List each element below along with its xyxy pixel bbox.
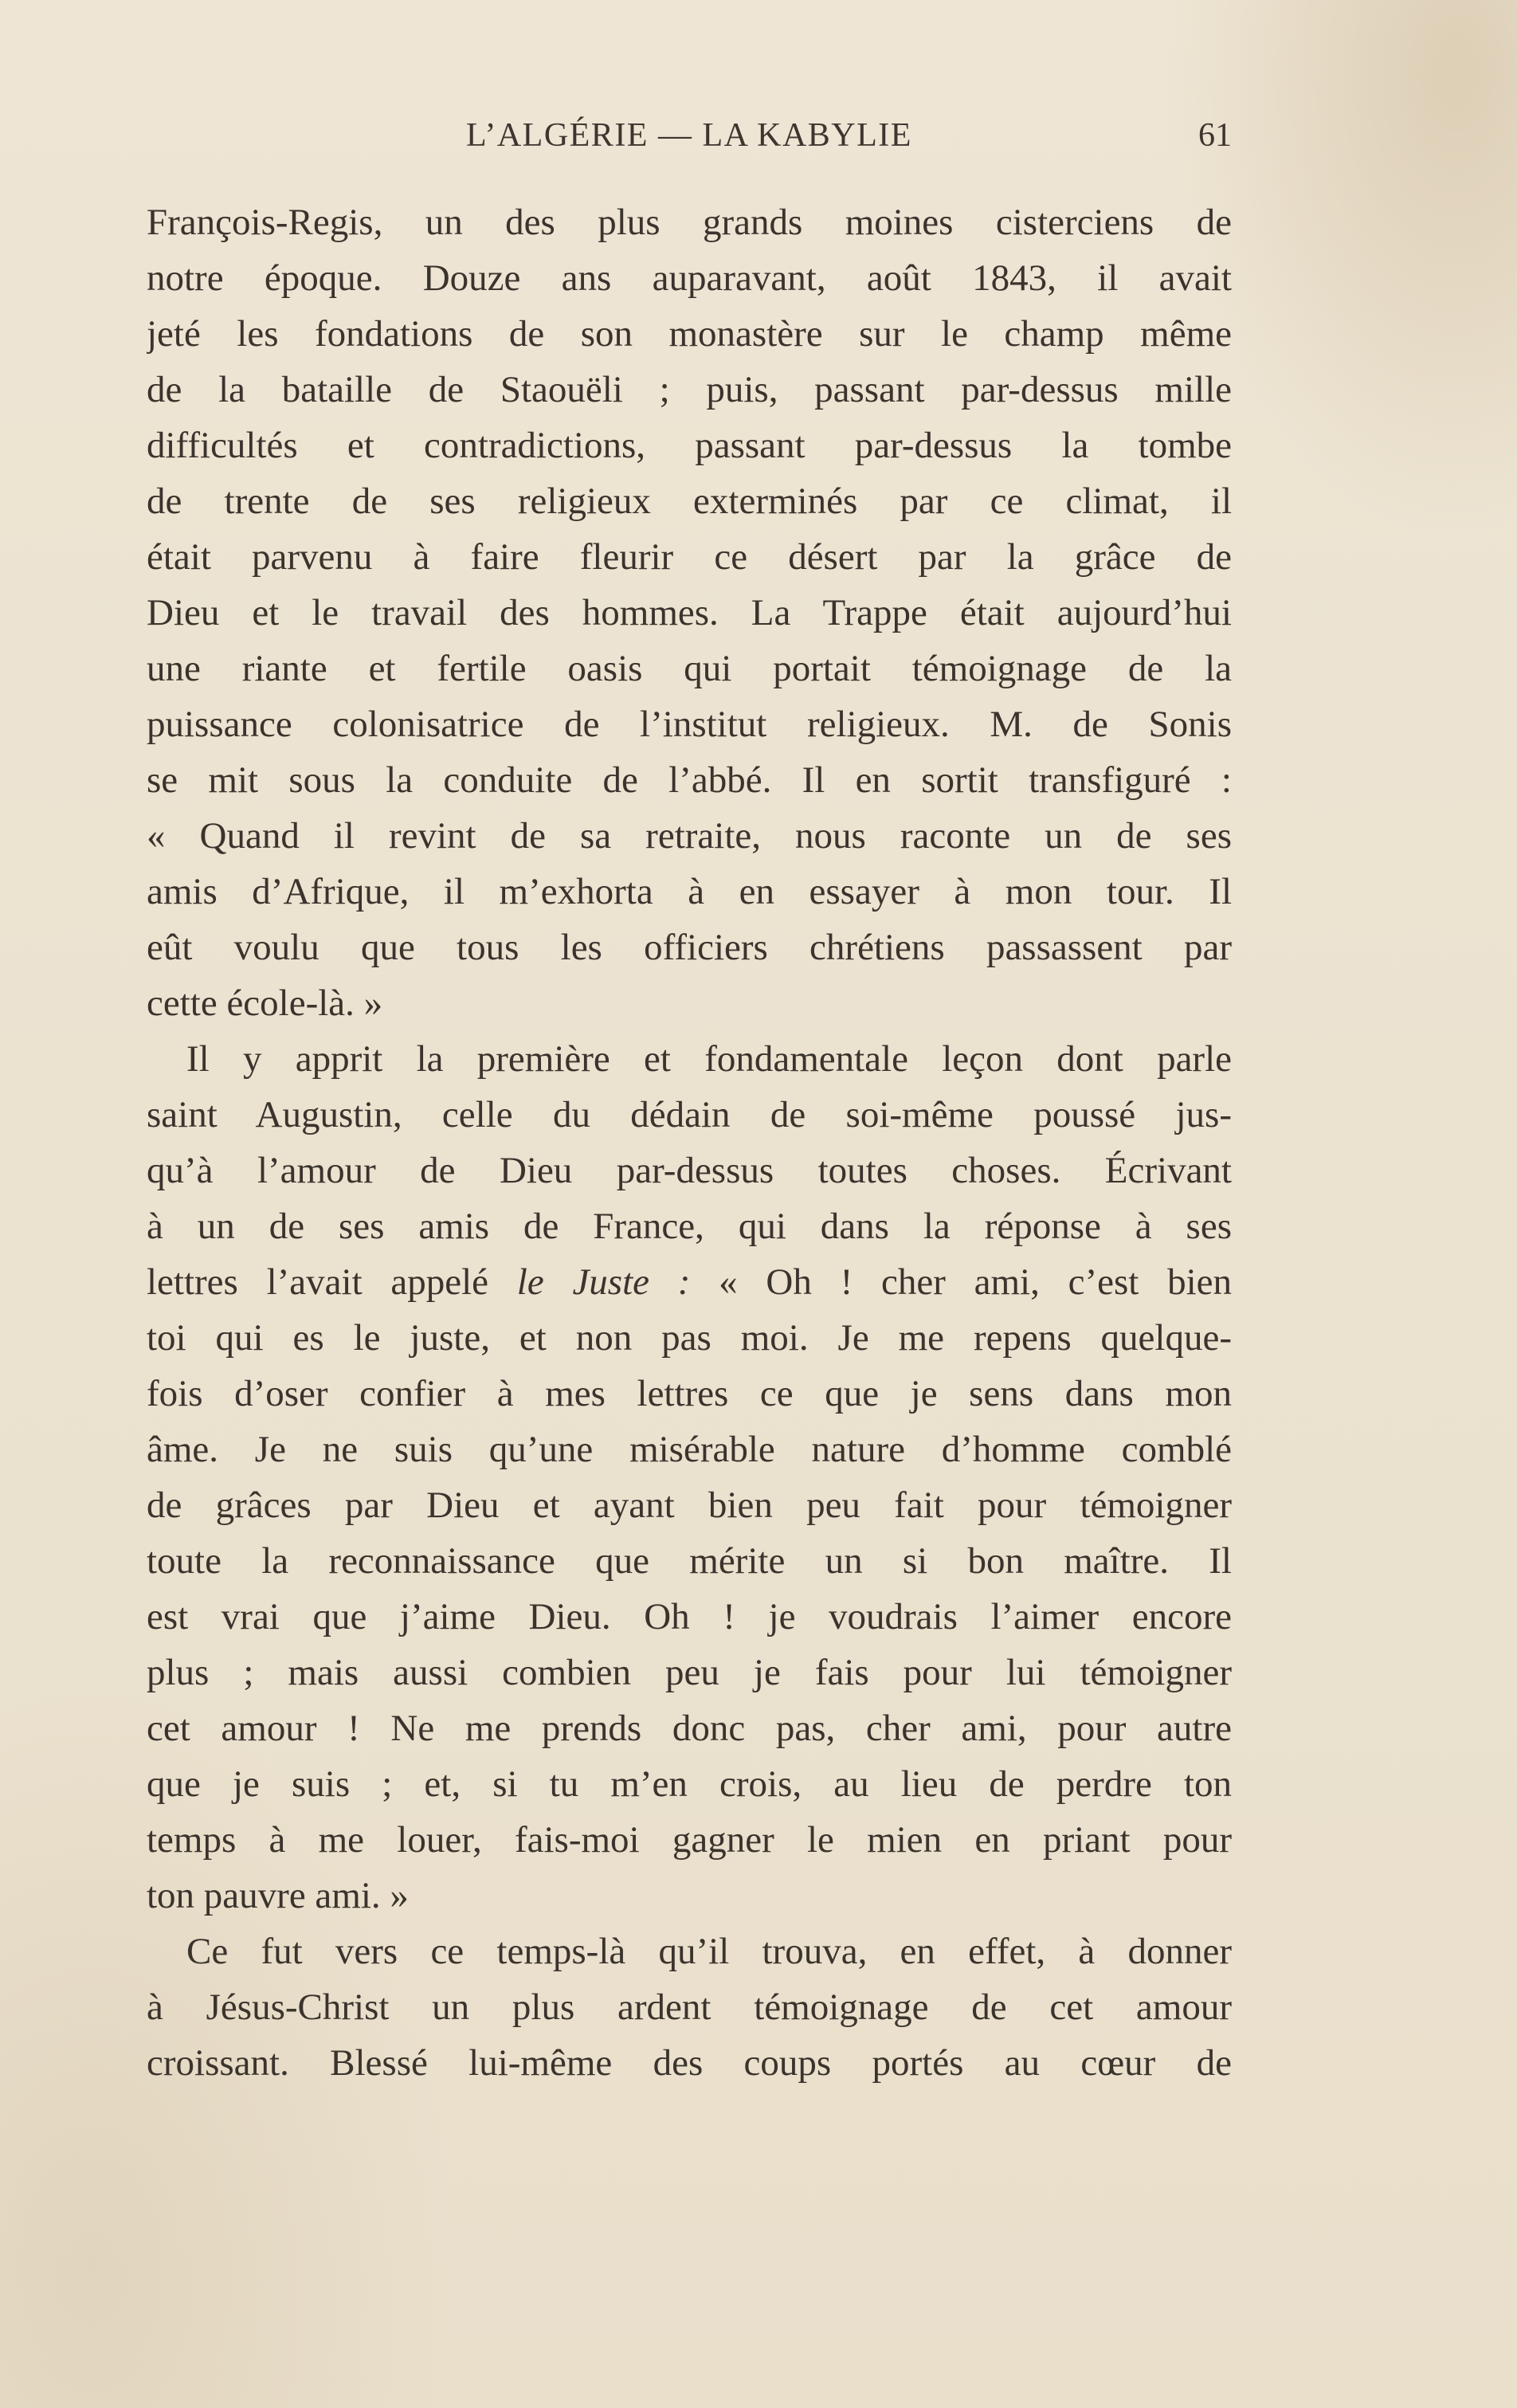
text-line: était parvenu à faire fleurir ce désert par la grâce de <box>147 536 1232 578</box>
text-line: croissant. Blessé lui-même des coups portés au cœur de <box>147 2042 1232 2084</box>
text-line: plus ; mais aussi combien peu je fais pour lui témoigner <box>147 1652 1232 1693</box>
text-line: se mit sous la conduite de l’abbé. Il en sortit transfiguré : <box>147 759 1232 801</box>
text-line: lettres l’avait appelé le Juste : « Oh ! cher ami, c’est bien <box>147 1261 1232 1303</box>
text-line: temps à me louer, fais-moi gagner le mien en priant pour <box>147 1819 1232 1861</box>
text-line: François-Regis, un des plus grands moines cisterciens de <box>147 202 1232 243</box>
text-line: Ce fut vers ce temps-là qu’il trouva, en effet, à donner <box>186 1931 1232 1972</box>
text-line: cette école-là. » <box>147 982 383 1024</box>
text-line: eût voulu que tous les officiers chrétiens passassent par <box>147 927 1232 968</box>
text-line: fois d’oser confier à mes lettres ce que je sens dans mon <box>147 1373 1232 1414</box>
running-head <box>147 116 1232 164</box>
text-line: toi qui es le juste, et non pas moi. Je me repens quelque- <box>147 1317 1232 1359</box>
text-line: une riante et fertile oasis qui portait témoignage de la <box>147 648 1232 689</box>
text-line: à Jésus-Christ un plus ardent témoignage de cet amour <box>147 1986 1232 2028</box>
text-line: saint Augustin, celle du dédain de soi-même poussé jus- <box>147 1094 1232 1135</box>
text-line: toute la reconnaissance que mérite un si bon maître. Il <box>147 1540 1232 1582</box>
text-line: qu’à l’amour de Dieu par-dessus toutes choses. Écrivant <box>147 1150 1232 1191</box>
text-line: Dieu et le travail des hommes. La Trappe était aujourd’hui <box>147 592 1232 633</box>
running-title: L’ALGÉRIE — LA KABYLIE <box>466 117 912 154</box>
text-line: notre époque. Douze ans auparavant, août 1843, il avait <box>147 257 1232 299</box>
text-line: ton pauvre ami. » <box>147 1875 409 1916</box>
text-line: à un de ses amis de France, qui dans la réponse à ses <box>147 1206 1232 1247</box>
text-line: Il y apprit la première et fondamentale leçon dont parle <box>186 1038 1232 1080</box>
italic-term: le Juste : <box>516 1261 691 1303</box>
text-line: de la bataille de Staouëli ; puis, passant par-dessus mille <box>147 369 1232 410</box>
text-line: est vrai que j’aime Dieu. Oh ! je voudrais l’aimer encore <box>147 1596 1232 1637</box>
text-line: cet amour ! Ne me prends donc pas, cher ami, pour autre <box>147 1708 1232 1749</box>
text-line: de grâces par Dieu et ayant bien peu fait pour témoigner <box>147 1484 1232 1526</box>
text-line: difficultés et contradictions, passant par-dessus la tombe <box>147 425 1232 466</box>
text-line: « Quand il revint de sa retraite, nous raconte un de ses <box>147 815 1232 857</box>
page-number: 61 <box>1198 117 1232 154</box>
text-line: jeté les fondations de son monastère sur le champ même <box>147 313 1232 355</box>
text-line: que je suis ; et, si tu m’en crois, au lieu de perdre ton <box>147 1763 1232 1805</box>
text-line: de trente de ses religieux exterminés par ce climat, il <box>147 480 1232 522</box>
text-line: amis d’Afrique, il m’exhorta à en essayer à mon tour. Il <box>147 871 1232 912</box>
body-text <box>147 194 1232 2091</box>
text-line: puissance colonisatrice de l’institut religieux. M. de Sonis <box>147 704 1232 745</box>
text-line: âme. Je ne suis qu’une misérable nature d’homme comblé <box>147 1429 1232 1470</box>
